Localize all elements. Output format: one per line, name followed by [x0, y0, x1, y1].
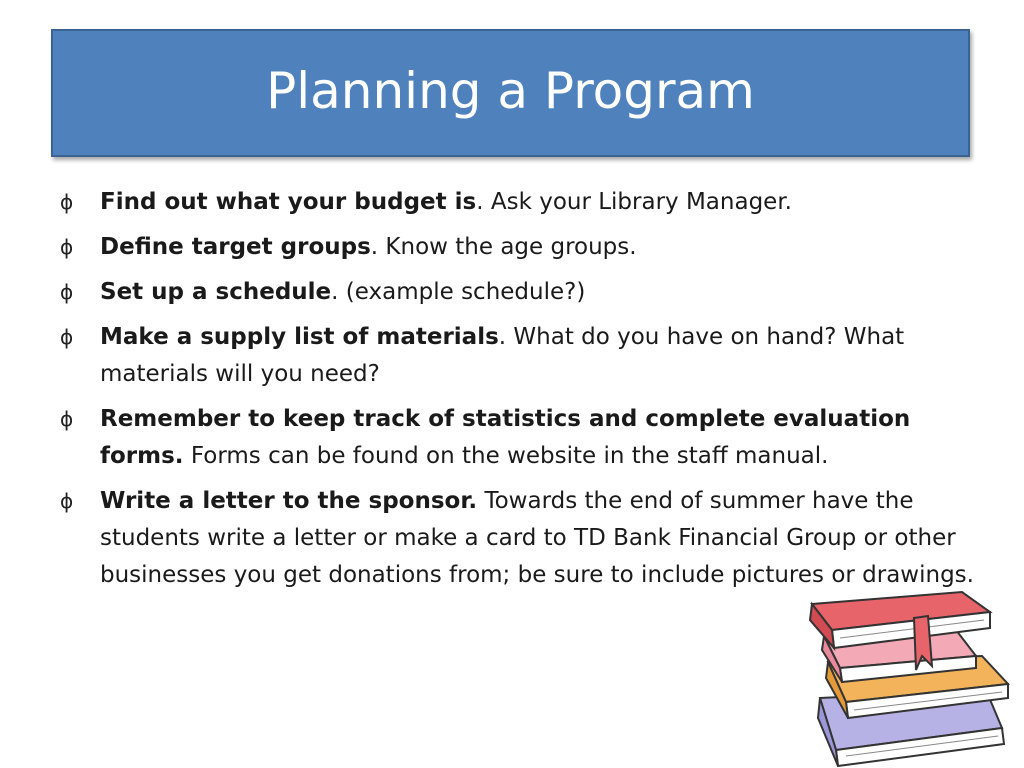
- bullet-bold-text: Write a letter to the sponsor.: [100, 488, 478, 514]
- stack-of-books-icon: [806, 578, 1016, 768]
- bullet-bold-text: Set up a schedule: [100, 279, 332, 305]
- bullet-icon: ϕ: [60, 235, 74, 259]
- title-banner: [51, 29, 970, 157]
- bullet-text: . (example schedule?): [331, 279, 586, 305]
- bullet-icon: ϕ: [60, 407, 74, 431]
- list-item: [60, 229, 980, 266]
- list-item: [60, 319, 980, 393]
- bullet-list: [60, 184, 980, 602]
- bullet-text: . Ask your Library Manager.: [476, 189, 792, 215]
- bullet-text: Forms can be found on the website in the staff manual.: [183, 443, 829, 469]
- list-item: [60, 274, 980, 311]
- bullet-icon: ϕ: [60, 280, 74, 304]
- list-item: [60, 401, 980, 475]
- bullet-bold-text: Find out what your budget is: [100, 189, 477, 215]
- list-item: [60, 184, 980, 221]
- bullet-bold-text: Make a supply list of materials: [100, 324, 499, 350]
- bullet-icon: ϕ: [60, 325, 74, 349]
- page-title: Planning a Program: [266, 62, 755, 120]
- bullet-icon: ϕ: [60, 489, 74, 513]
- bullet-text: . What do you have on hand? What materials will you need?: [100, 324, 905, 387]
- bullet-icon: ϕ: [60, 190, 74, 214]
- bullet-bold-text: Define target groups: [100, 234, 371, 260]
- bullet-text: . Know the age groups.: [370, 234, 637, 260]
- bullet-bold-text: Remember to keep track of statistics and complete evaluation forms.: [100, 406, 911, 469]
- bullet-text: Towards the end of summer have the students write a letter or make a card to TD Bank Financial Group or other businesses you get donations from; be sure to include pictures or drawings.: [100, 488, 974, 588]
